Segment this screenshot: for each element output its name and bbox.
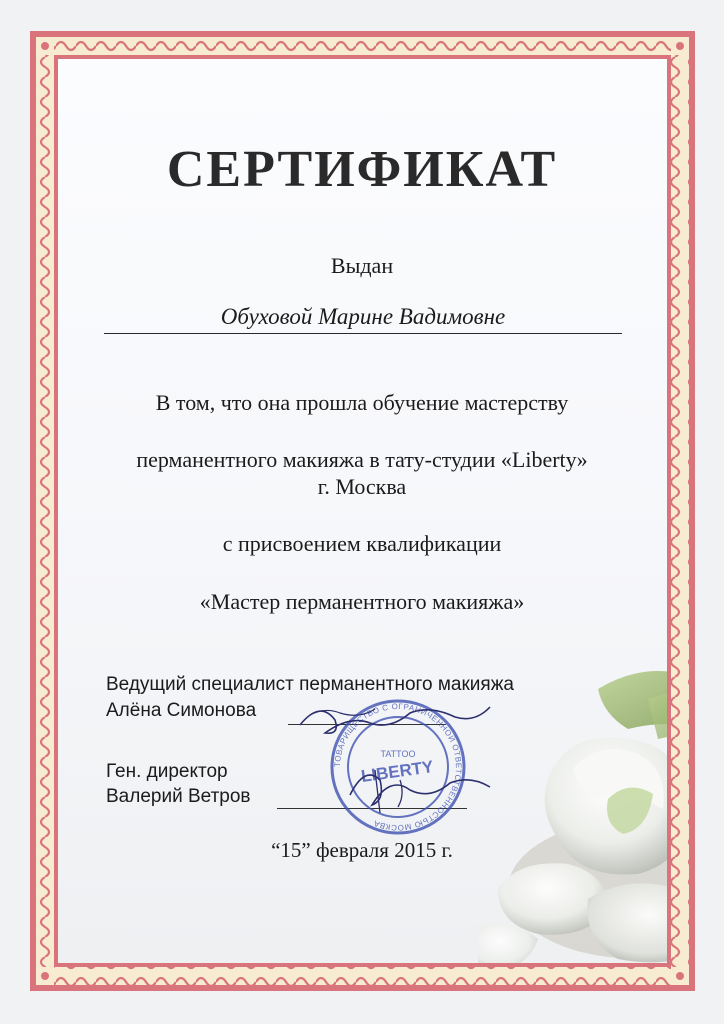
- director-name: Валерий Ветров: [106, 786, 251, 807]
- issue-date: “15” февраля 2015 г.: [271, 838, 453, 862]
- lead-specialist-name: Алёна Симонова: [106, 700, 257, 721]
- qualification-text: «Мастер перманентного макияжа»: [199, 589, 525, 614]
- handwritten-signatures: [280, 695, 510, 825]
- stamp-ring-text: ТОВАРИЩЕСТВО С ОГРАНИЧЕННОЙ ОТВЕТСТВЕННОСТЬЮ МОСКВА: [332, 701, 464, 833]
- body-text-line-4: с присвоением квалификации: [222, 531, 502, 556]
- body-text-line-2: перманентного макияжа в тату-студии «Liberty»: [136, 447, 588, 472]
- director-title: Ген. директор: [106, 761, 228, 782]
- lead-specialist-title: Ведущий специалист перманентного макияжа: [106, 674, 514, 695]
- stamp-center-top: TATTOO: [380, 749, 416, 759]
- issued-label: Выдан: [330, 253, 394, 278]
- body-text-line-3: г. Москва: [317, 474, 407, 499]
- recipient-underline: [104, 333, 622, 334]
- certificate-title: СЕРТИФИКАТ: [166, 141, 558, 198]
- body-text-line-1: В том, что она прошла обучение мастерству: [155, 390, 569, 415]
- recipient-name: Обуховой Марине Вадимовне: [220, 304, 506, 329]
- stamp-center-main: LIBERTY: [359, 757, 435, 787]
